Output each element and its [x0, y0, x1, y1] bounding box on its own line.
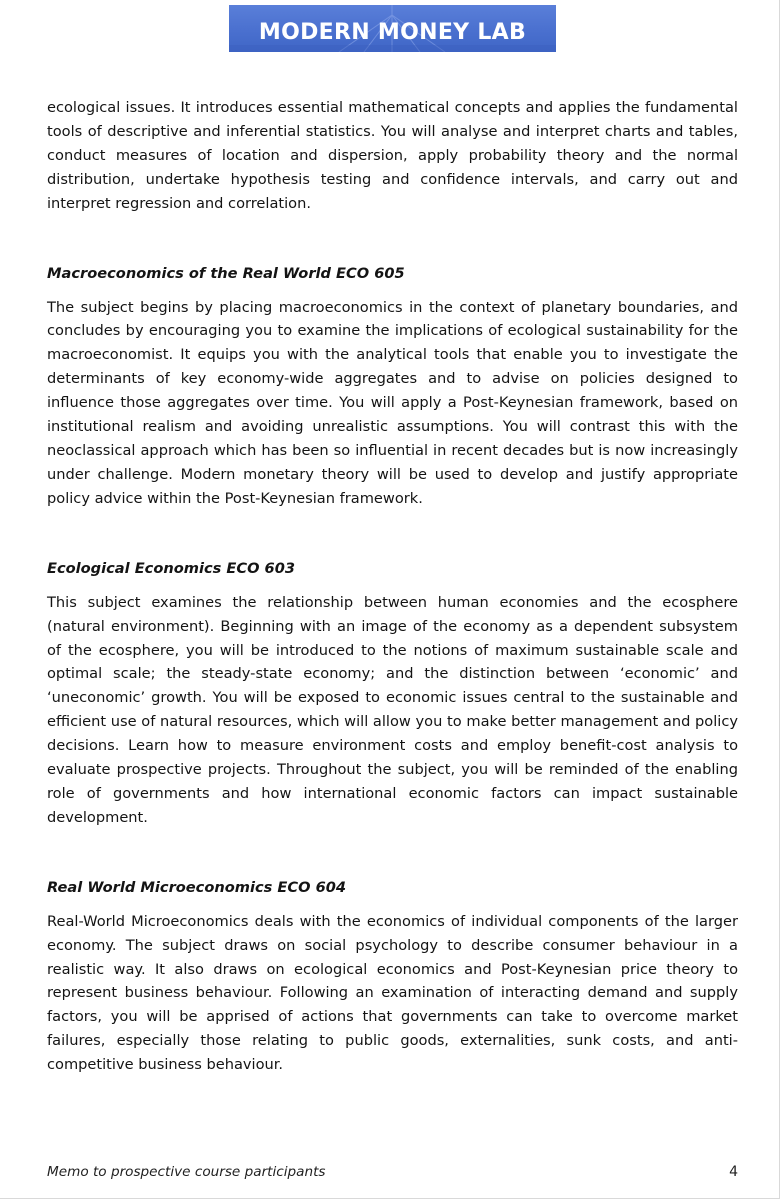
logo-text: MODERN MONEY LAB [258, 20, 527, 45]
section-body-microeconomics: Real-World Microeconomics deals with the economics of individual components of the larger economy. The subject draws on social psychology to describe consumer behaviour in a realistic way. It also draws on ecological economics and Post-Keynesian price theory to represent business behaviour. Following an examination of interacting demand and supply factors, you will be apprised of actions that governments can take to overcome market failures, especially those relating to public goods, externalities, sunk costs, and anti-competitive business behaviour. [47, 912, 738, 1074]
section-title-ecological-economics: Ecological Economics ECO 603 [47, 559, 296, 577]
section-title-macroeconomics: Macroeconomics of the Real World ECO 605 [47, 264, 405, 282]
intro-paragraph: ecological issues. It introduces essential mathematical concepts and applies the fundamental tools of descriptive and inferential statistics. You will analyse and interpret charts and tables, conduct measures of location and dispersion, apply probability theory and the normal distribution, undertake hypothesis testing and confidence intervals, and carry out and interpret regression and correlation. [47, 99, 738, 212]
section-title-microeconomics: Real World Microeconomics ECO 604 [47, 878, 347, 896]
section-body-ecological-economics: This subject examines the relationship between human economies and the ecosphere (natural environment). Beginning with an image of the economy as a dependent subsystem of the ecosphere, you will be introduced to the notions of maximum sustainable scale and optimal scale; the steady-state economy; and the distinction between ‘economic’ and ‘uneconomic’ growth. You will be exposed to economic issues central to the sustainable and efficient use of natural resources, which will allow you to make better management and policy decisions. Learn how to measure environment costs and employ benefit-cost analysis to evaluate prospective projects. Throughout the subject, you will be reminded of the enabling role of governments and how international economic factors can impact sustainable development. [47, 593, 738, 826]
page-number: 4 [729, 1164, 738, 1180]
document-body [47, 96, 738, 1077]
footer-memo-label: Memo to prospective course participants [47, 1164, 326, 1180]
modern-money-lab-logo [229, 5, 556, 52]
section-body-macroeconomics: The subject begins by placing macroeconomics in the context of planetary boundaries, and concludes by encouraging you to examine the implications of ecological sustainability for the macroeconomist. It equips you with the analytical tools that enable you to investigate the determinants of key economy-wide aggregates and to advise on policies designed to influence those aggregates over time. You will apply a Post-Keynesian framework, based on institutional realism and avoiding unrealistic assumptions. You will contrast this with the neoclassical approach which has been so influential in recent decades but is now increasingly under challenge. Modern monetary theory will be used to develop and justify appropriate policy advice within the Post-Keynesian framework. [47, 298, 738, 507]
